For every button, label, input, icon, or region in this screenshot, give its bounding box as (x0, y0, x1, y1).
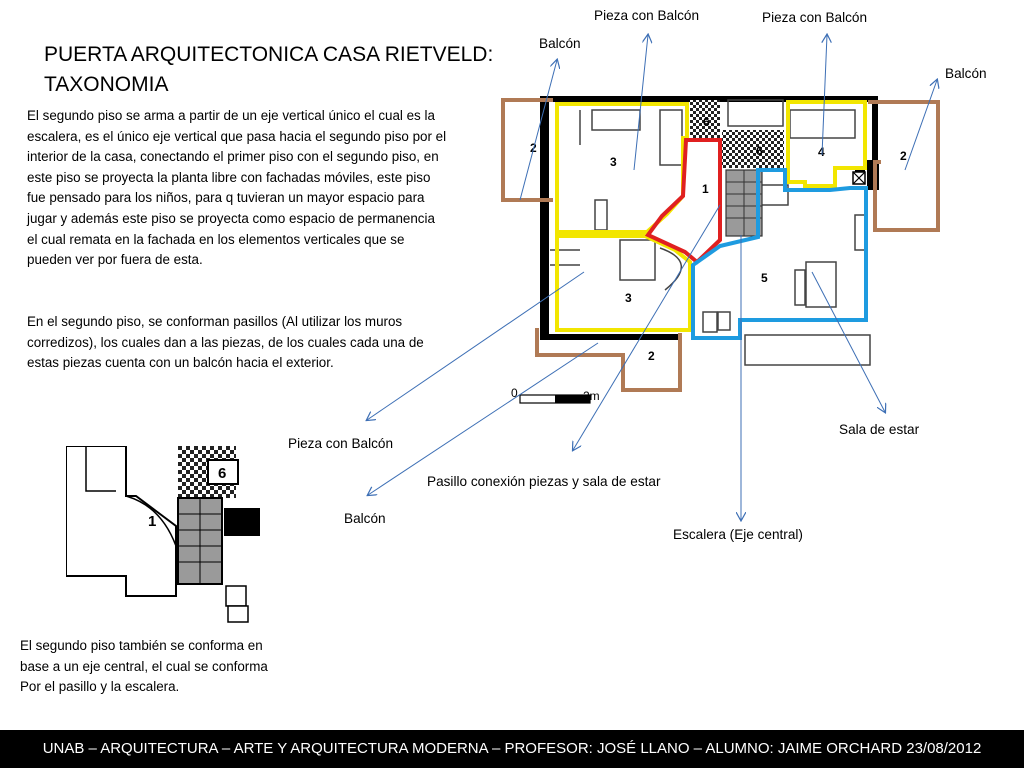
label-sala-estar: Sala de estar (839, 422, 920, 437)
detail-plan-drawing (66, 446, 260, 626)
label-balcon-top-left: Balcón (539, 36, 581, 51)
plan-number-5: 5 (761, 271, 768, 285)
page-title: PUERTA ARQUITECTONICA CASA RIETVELD: TAXONOMIA (44, 43, 494, 96)
caption-paragraph: El segundo piso también se conforma en base a un eje central, el cual se conforma Por el pasillo y la escalera. (20, 638, 268, 695)
label-balcon-bottom: Balcón (344, 511, 386, 526)
detail-number-6: 6 (218, 465, 227, 482)
plan-number-2-left: 2 (530, 141, 537, 155)
plan-number-3-top: 3 (610, 155, 617, 169)
detail-number-1: 1 (148, 513, 157, 530)
label-balcon-top-right: Balcón (945, 66, 987, 81)
label-escalera: Escalera (Eje central) (673, 527, 803, 542)
scale-2m: 2m (583, 389, 600, 403)
description-paragraph-1: El segundo piso se arma a partir de un eje vertical único el cual es la escalera, es el único eje vertical que pasa hacia el segundo piso por el interior de la casa, conectando el primer piso con el segundo piso, en este piso se proyecta la planta libre con fachadas móviles, este piso fue pensado para los niños, para q tuvieran un mayor espacio para jugar y además este piso se proyecta como espacio de permanencia el cual remata en la fachada en los elementos verticales que se pueden ver por fuera de esta. (27, 108, 447, 268)
label-pieza-balcon-2: Pieza con Balcón (762, 10, 868, 25)
footer-bar: UNAB – ARQUITECTURA – ARTE Y ARQUITECTURA MODERNA – PROFESOR: JOSÉ LLANO – ALUMNO: JAIME ORCHARD 23/08/2012 (0, 730, 1024, 768)
plan-number-6-left: 6 (703, 115, 710, 129)
plan-number-2-bottom: 2 (648, 349, 655, 363)
label-pieza-balcon-bottom: Pieza con Balcón (288, 436, 394, 451)
plan-number-4: 4 (818, 145, 825, 159)
label-pieza-balcon-1: Pieza con Balcón (594, 8, 700, 23)
description-paragraph-2: En el segundo piso, se conforman pasillos (Al utilizar los muros corredizos), los cuales dan a las piezas, de los cuales cada una de estas piezas cuenta con un balcón hacia el exterior. (27, 314, 424, 371)
annotation-arrows (367, 35, 937, 520)
tiled-bathroom-6b (722, 130, 784, 168)
scale-zero: 0 (511, 386, 518, 400)
plan-number-1: 1 (702, 182, 709, 196)
plan-number-2-right: 2 (900, 149, 907, 163)
plan-number-3-bottom: 3 (625, 291, 632, 305)
plan-number-6-right: 6 (756, 144, 763, 158)
label-pasillo: Pasillo conexión piezas y sala de estar (427, 474, 661, 489)
